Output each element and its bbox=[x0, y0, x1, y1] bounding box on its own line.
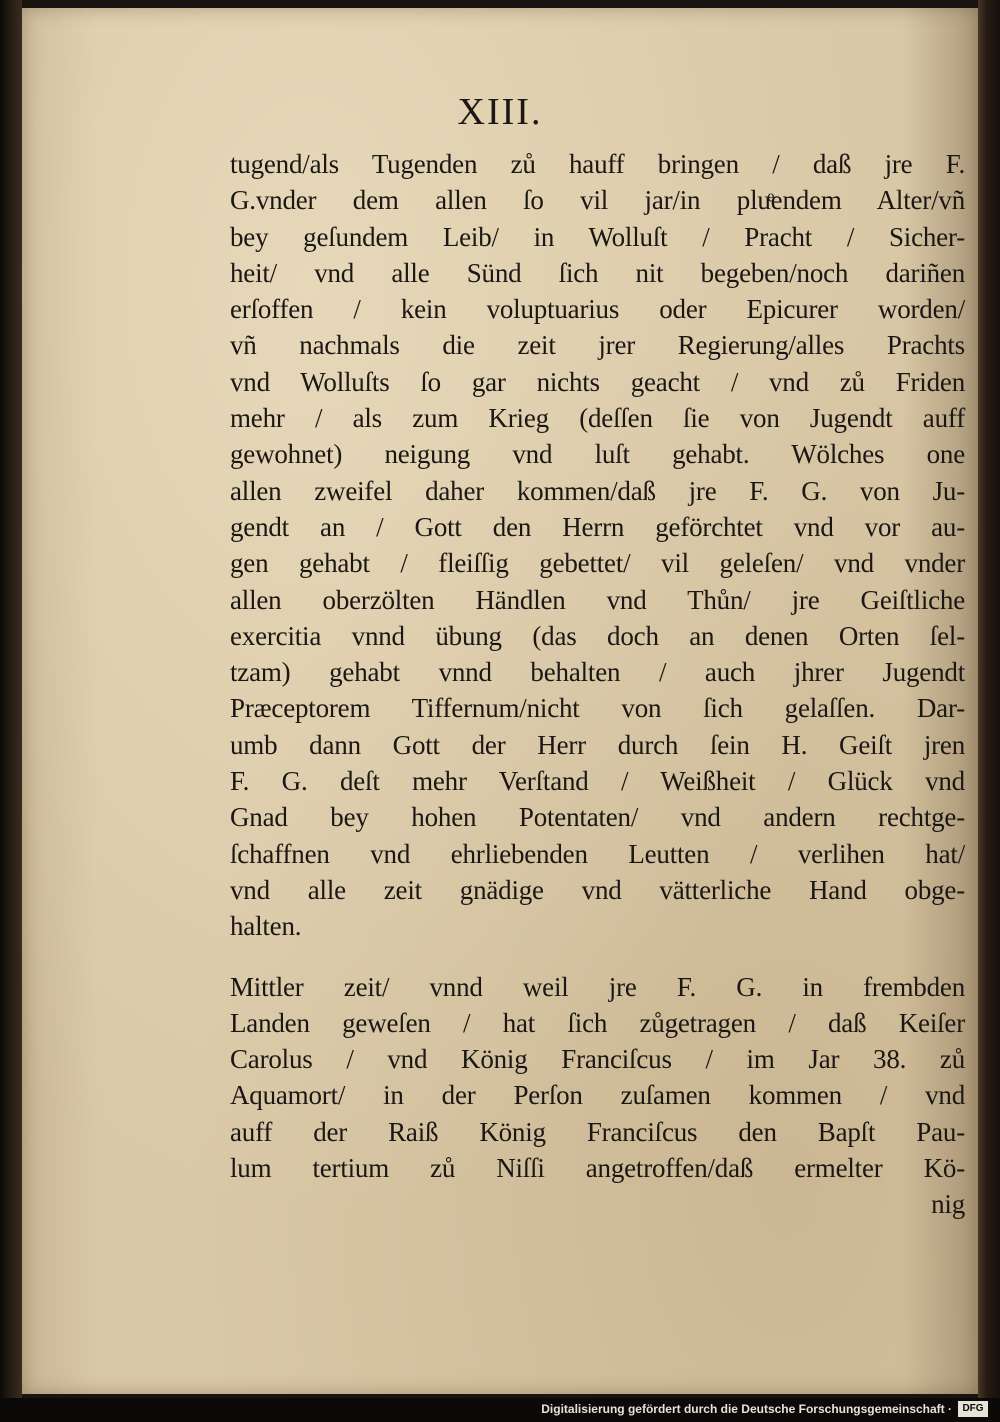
text-line: allen zweifel daher kommen/daß jre F. G. von Ju- bbox=[230, 475, 965, 506]
text-line: mehr / als zum Krieg (deſſen ſie von Jugendt auff bbox=[230, 403, 965, 434]
dfg-logo: DFG bbox=[958, 1401, 988, 1417]
paragraph-gap bbox=[230, 945, 965, 969]
book-binding-left bbox=[0, 0, 22, 1422]
text-line: Carolus / vnd König Franciſcus / im Jar 38. zů bbox=[230, 1044, 965, 1075]
text-line: heit/ vnd alle Sünd ſich nit begeben/noch dariñen bbox=[230, 257, 965, 288]
paragraph-1 bbox=[230, 146, 965, 945]
funding-note: Digitalisierung gefördert durch die Deutsche Forschungsgemeinschaft · bbox=[541, 1402, 952, 1416]
text-line: erſoffen / kein voluptuarius oder Epicurer worden/ bbox=[230, 294, 965, 325]
text-line: gen gehabt / fleiſſig gebettet/ vil geleſen/ vnd vnder bbox=[230, 548, 965, 579]
text-line: F. G. deſt mehr Verſtand / Weißheit / Glück vnd bbox=[230, 766, 965, 797]
text-line: Gnad bey hohen Potentaten/ vnd andern rechtge- bbox=[230, 802, 965, 833]
text-line: vnd Wolluſts ſo gar nichts geacht / vnd zů Friden bbox=[230, 366, 965, 397]
text-line: gewohnet) neigung vnd luſt gehabt. Wölches one bbox=[230, 439, 965, 470]
book-page bbox=[22, 8, 978, 1394]
text-line: bey geſundem Leib/ in Wolluſt / Pracht / Sicher- bbox=[230, 221, 965, 252]
text-line: Mittler zeit/ vnnd weil jre F. G. in frembden bbox=[230, 971, 965, 1002]
text-line: gendt an / Gott den Herrn geförchtet vnd vor au- bbox=[230, 511, 965, 542]
text-line: lum tertium zů Niſſi angetroffen/daß ermelter Kö- bbox=[230, 1153, 965, 1184]
text-line: Aquamort/ in der Perſon zuſamen kommen / vnd bbox=[230, 1080, 965, 1111]
text-line: tugend/als Tugenden zů hauff bringen / daß jre F. bbox=[230, 149, 965, 179]
text-line: allen oberzölten Händlen vnd Thůn/ jre Geiſtliche bbox=[230, 584, 965, 615]
text-line: umb dann Gott der Herr durch ſein H. Geiſt jren bbox=[230, 729, 965, 760]
paragraph-2 bbox=[230, 969, 965, 1223]
body-text bbox=[230, 146, 965, 1223]
page-edge-right bbox=[978, 0, 1000, 1422]
text-line: Præceptorem Tiffernum/nicht von ſich gelaſſen. Dar- bbox=[230, 693, 965, 724]
text-line: G.vnder dem allen ſo vil jar/in pluͤendem Alter/vñ bbox=[230, 185, 965, 216]
text-line: vnd alle zeit gnädige vnd vätterliche Hand obge- bbox=[230, 874, 965, 905]
page-number: XIII. bbox=[457, 91, 543, 133]
text-line: ſchaffnen vnd ehrliebenden Leutten / verlihen hat/ bbox=[230, 838, 965, 869]
text-line: exercitia vnnd übung (das doch an denen Orten ſel- bbox=[230, 620, 965, 651]
text-line: nig bbox=[931, 1189, 965, 1220]
text-line: Landen geweſen / hat ſich zůgetragen / daß Keiſer bbox=[230, 1007, 965, 1038]
text-line: tzam) gehabt vnnd behalten / auch jhrer Jugendt bbox=[230, 657, 965, 688]
text-line: halten. bbox=[230, 911, 302, 942]
text-line: auff der Raiß König Franciſcus den Bapſt Pau- bbox=[230, 1116, 965, 1147]
text-line: vñ nachmals die zeit jrer Regierung/alles Prachts bbox=[230, 330, 965, 361]
